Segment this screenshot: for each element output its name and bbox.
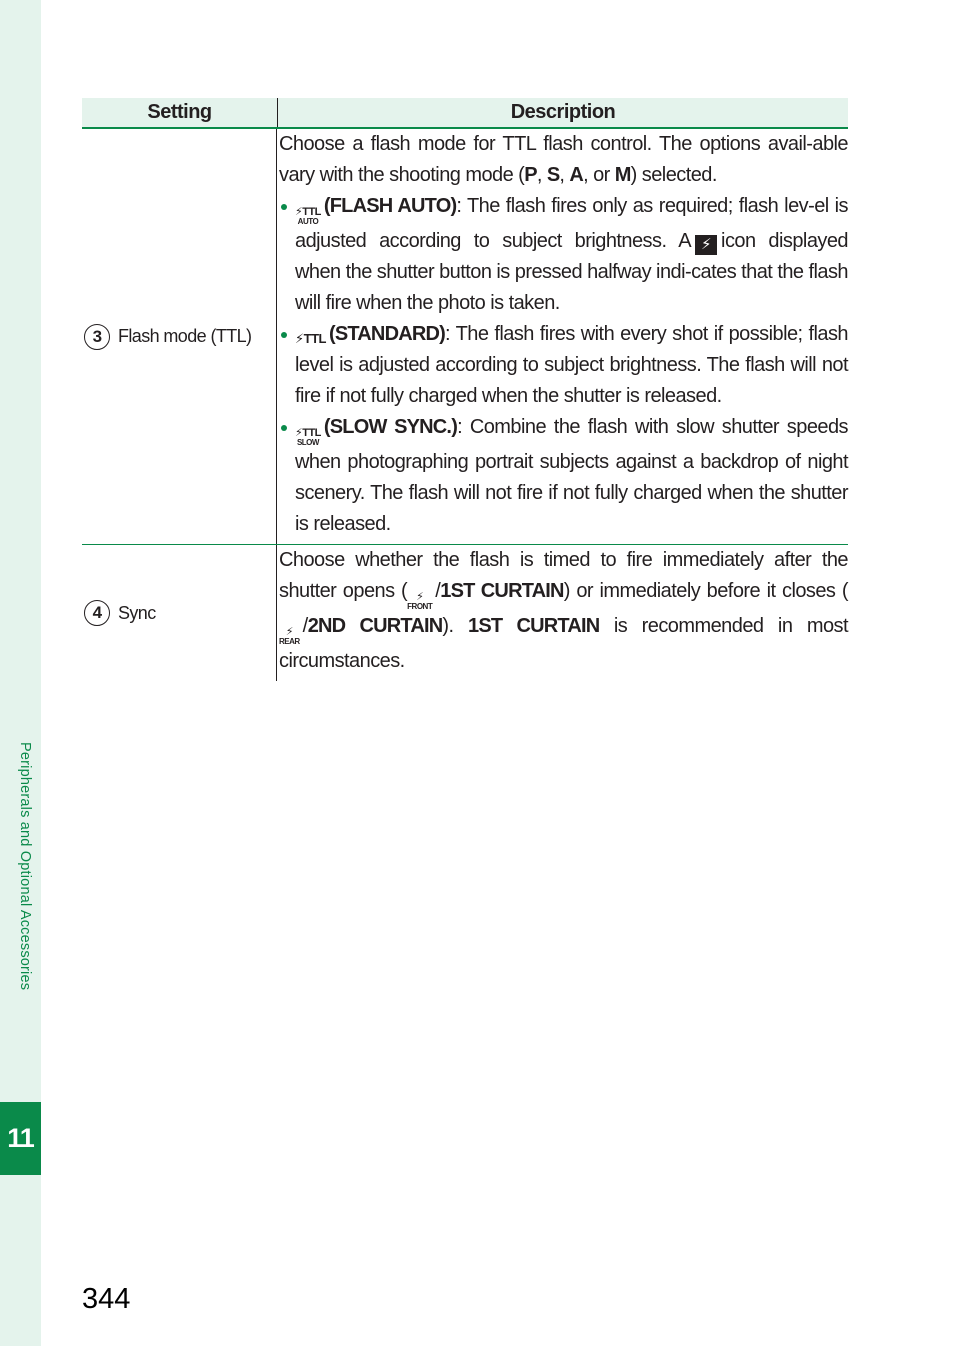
section-label: Peripherals and Optional Accessories: [17, 742, 33, 991]
desc-text: Choose whether the flash is timed to fire immediately after the shutter opens (: [279, 549, 848, 602]
desc-sep: /: [302, 615, 308, 637]
description-intro: [279, 129, 848, 191]
option-name: (SLOW SYNC.): [323, 416, 458, 438]
mode-s: S: [546, 164, 560, 186]
desc-text: ).: [442, 615, 468, 637]
option-list: [279, 191, 848, 540]
settings-table: [82, 98, 848, 681]
callout-number: 3: [84, 324, 110, 350]
intro-text: ) selected.: [630, 164, 717, 186]
desc-text: ) or immediately before it closes (: [563, 580, 848, 602]
description-cell: [277, 129, 848, 544]
desc-sep: /: [435, 580, 441, 602]
option-text: : Combine the flash with slow shutter speeds when photographing portrait subjects against a backdrop of night scenery. The flash will not fire if not fully charged when the shutter is released.: [295, 416, 849, 535]
table-row: [82, 129, 848, 545]
intro-sep: , or: [583, 164, 615, 186]
table-row: [82, 545, 848, 681]
setting-name: Sync: [118, 602, 156, 623]
mode-p: P: [524, 164, 537, 186]
option-name: 2ND CURTAIN: [307, 615, 443, 637]
option-name: 1ST CURTAIN: [468, 615, 600, 637]
front-curtain-icon: ⚡ FRONT: [407, 591, 433, 611]
flash-standard-icon: ⚡TTL: [295, 331, 326, 346]
setting-cell: [82, 545, 277, 681]
option-text: : The flash fires with every shot if possible; flash level is adjusted according to subject brightness. The flash will not fire if not fully charged when the shutter is released.: [295, 323, 848, 407]
flash-auto-icon: ⚡TTL AUTO: [295, 206, 321, 226]
rear-curtain-icon: ⚡ REAR: [279, 626, 300, 646]
option-name: 1ST CURTAIN: [440, 580, 564, 602]
description-cell: [277, 545, 848, 681]
desc-text: is recommended in most circumstances.: [279, 615, 848, 672]
intro-text: Choose a flash mode for TTL flash control. The options avail-able vary with the shooting mode (: [279, 133, 848, 186]
option-text: : The flash fires only as required; flash lev-el is adjusted according to subject brightness. A: [295, 195, 848, 252]
mode-m: M: [614, 164, 631, 186]
flash-slow-sync-icon: ⚡TTL SLOW: [295, 427, 321, 447]
header-setting: Setting: [82, 98, 278, 127]
option-name: (STANDARD): [328, 323, 446, 345]
mode-a: A: [569, 164, 584, 186]
header-description: Description: [510, 101, 616, 123]
page-number: 344: [82, 1283, 131, 1315]
option-name: (FLASH AUTO): [323, 195, 457, 217]
intro-sep: ,: [536, 164, 547, 186]
list-item: [279, 412, 848, 540]
setting-cell: [82, 129, 277, 544]
list-item: [279, 191, 848, 319]
intro-sep: ,: [559, 164, 570, 186]
flash-icon: ⚡: [695, 235, 717, 255]
sync-description: [279, 545, 848, 677]
list-item: [279, 319, 848, 412]
table-header: [82, 98, 848, 129]
callout-number: 4: [84, 600, 110, 626]
setting-name: Flash mode (TTL): [118, 326, 252, 346]
chapter-tab: 11: [0, 1102, 41, 1175]
option-text: icon displayed when the shutter button is pressed halfway indi-cates that the flash will fire when the photo is taken.: [295, 230, 848, 314]
